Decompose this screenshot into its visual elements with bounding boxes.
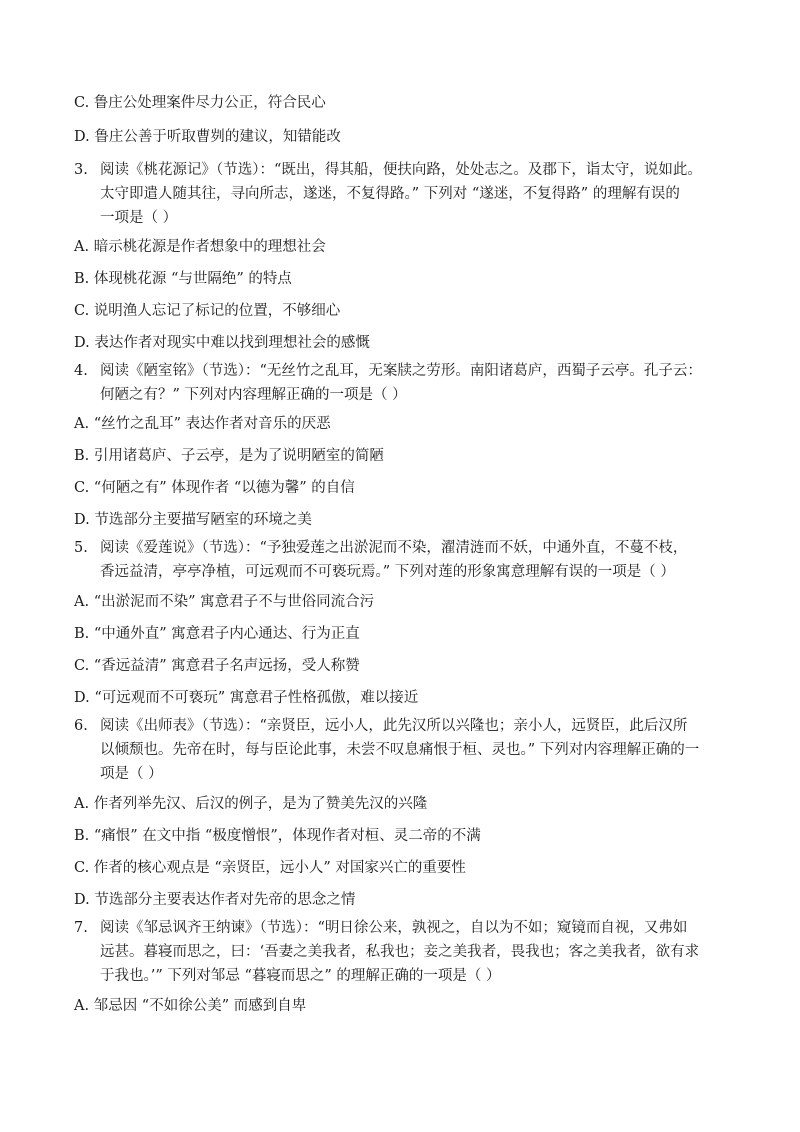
option-3d: D. 表达作者对现实中难以找到理想社会的感慨 bbox=[74, 335, 370, 351]
question-5-stem: 5. 阅读《爱莲说》（节选）：“予独爱莲之出淤泥而不染，濯清涟而不妖，中通外直，不蔓不枝， bbox=[74, 540, 688, 556]
question-5-stem-cont: 香远益清，亭亭净植，可远观而不可亵玩焉。” 下列对莲的形象寓意理解有误的一项是（ ） bbox=[100, 564, 675, 580]
option-5c: C. “香远益清” 寓意君子名声远扬，受人称赞 bbox=[74, 658, 360, 674]
option-2c: C. 鲁庄公处理案件尽力公正，符合民心 bbox=[74, 95, 326, 111]
question-7-stem: 7. 阅读《邹忌讽齐王纳谏》（节选）：“明日徐公来，孰视之，自以为不如；窥镜而自视，又弗如 bbox=[74, 920, 688, 936]
option-6d: D. 节选部分主要表达作者对先帝的思念之情 bbox=[74, 892, 356, 908]
question-6-stem-cont: 项是（ ） bbox=[100, 766, 163, 782]
option-2d: D. 鲁庄公善于听取曹刿的建议，知错能改 bbox=[74, 129, 341, 145]
question-4-stem-cont: 何陋之有？” 下列对内容理解正确的一项是（ ） bbox=[100, 387, 407, 403]
question-7-stem-cont: 于我也。’” 下列对邹忌 “暮寝而思之” 的理解正确的一项是（ ） bbox=[100, 968, 501, 984]
question-7-stem-cont: 远甚。暮寝而思之，曰：‘吾妻之美我者，私我也；妾之美我者，畏我也；客之美我者，欲有求 bbox=[100, 944, 700, 960]
option-5d: D. “可远观而不可亵玩” 寓意君子性格孤傲，难以接近 bbox=[74, 690, 419, 706]
option-6b: B. “痛恨” 在文中指 “极度憎恨”，体现作者对桓、灵二帝的不满 bbox=[74, 828, 481, 844]
question-3-stem-cont: 一项是（ ） bbox=[100, 210, 178, 226]
option-4b: B. 引用诸葛庐、子云亭，是为了说明陋室的简陋 bbox=[74, 448, 384, 464]
question-3-stem-cont: 太守即遣人随其往，寻向所志，遂迷，不复得路。” 下列对 “遂迷，不复得路” 的理解有误的 bbox=[100, 186, 680, 202]
question-6-stem: 6. 阅读《出师表》（节选）：“亲贤臣，远小人，此先汉所以兴隆也；亲小人，远贤臣，此后汉所 bbox=[74, 718, 688, 734]
question-6-stem-cont: 以倾颓也。先帝在时，每与臣论此事，未尝不叹息痛恨于桓、灵也。” 下列对内容理解正确的一 bbox=[100, 742, 700, 758]
option-4d: D. 节选部分主要描写陋室的环境之美 bbox=[74, 512, 312, 528]
option-3a: A. 暗示桃花源是作者想象中的理想社会 bbox=[74, 239, 326, 255]
option-6c: C. 作者的核心观点是 “亲贤臣，远小人” 对国家兴亡的重要性 bbox=[74, 860, 466, 876]
question-3-stem: 3. 阅读《桃花源记》（节选）：“既出，得其船，便扶向路，处处志之。及郡下，诣太守，说如此。 bbox=[74, 162, 702, 178]
option-4a: A. “丝竹之乱耳” 表达作者对音乐的厌恶 bbox=[74, 416, 331, 432]
question-4-stem: 4. 阅读《陋室铭》（节选）：“无丝竹之乱耳，无案牍之劳形。南阳诸葛庐，西蜀子云亭。孔子云： bbox=[74, 363, 702, 379]
option-7a: A. 邹忌因 “不如徐公美” 而感到自卑 bbox=[74, 998, 307, 1014]
option-6a: A. 作者列举先汉、后汉的例子，是为了赞美先汉的兴隆 bbox=[74, 796, 428, 812]
option-5a: A. “出淤泥而不染” 寓意君子不与世俗同流合污 bbox=[74, 594, 375, 610]
option-4c: C. “何陋之有” 体现作者 “以德为馨” 的自信 bbox=[74, 480, 355, 496]
option-3b: B. 体现桃花源 “与世隔绝” 的特点 bbox=[74, 271, 292, 287]
option-3c: C. 说明渔人忘记了标记的位置，不够细心 bbox=[74, 303, 341, 319]
option-5b: B. “中通外直” 寓意君子内心通达、行为正直 bbox=[74, 626, 360, 642]
